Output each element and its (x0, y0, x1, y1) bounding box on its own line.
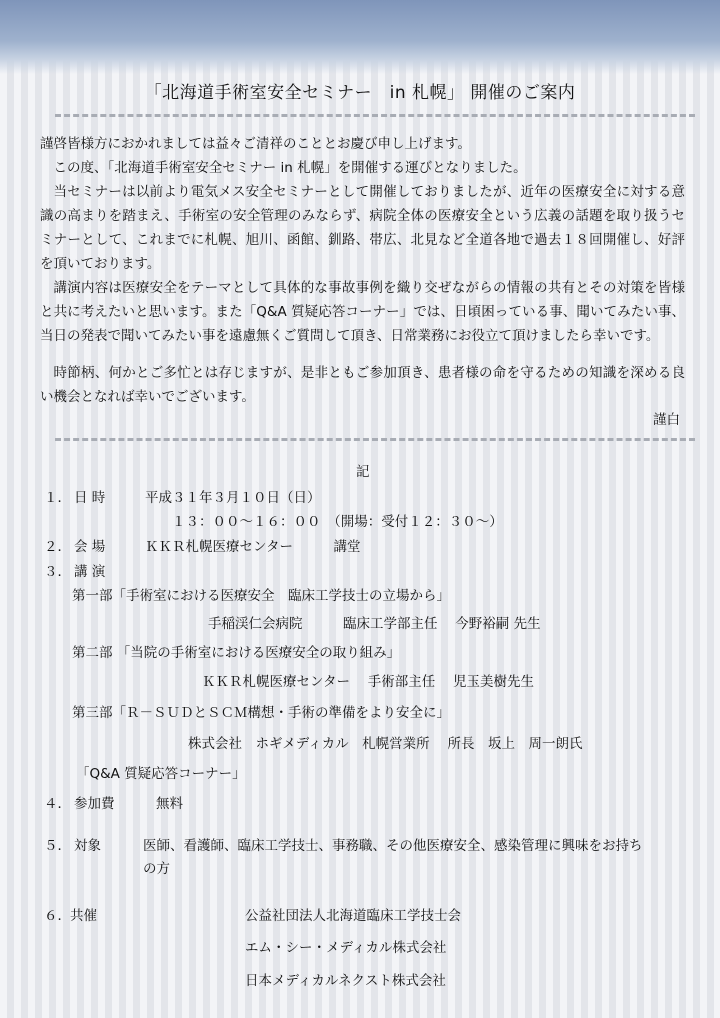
lecture-3-speaker: 株式会社 ホギメディカル 札幌営業所 所長 坂上 周一朗氏 (188, 736, 583, 752)
target-value-line-1: 医師、看護師、臨床工学技士、事務職、その他医療安全、感染管理に興味をお持ち (143, 838, 643, 854)
time-value: １３：００〜１６：００ （開場：受付１２：３０〜） (172, 514, 503, 530)
venue-value: ＫＫＲ札幌医療センター 講堂 (145, 539, 361, 555)
greeting-text: 謹啓皆様方におかれましては益々ご清祥のこととお慶び申し上げます。 (40, 136, 471, 152)
date-label: 日 時 (74, 490, 106, 506)
item-number-fee: ４． (44, 796, 71, 812)
page-title: 「北海道手術室安全セミナー in 札幌」 開催のご案内 (144, 83, 576, 103)
intro-paragraph-1: この度、「北海道手術室安全セミナー in 札幌」を開催する運びとなりました。 (53, 160, 527, 176)
header-band (0, 0, 720, 74)
lecture-1-speaker: 手稲渓仁会病院 臨床工学部主任 今野裕嗣 先生 (208, 616, 541, 632)
fee-value: 無料 (156, 796, 183, 812)
sponsor-org-2: エム・シー・メディカル株式会社 (245, 940, 447, 956)
venue-label: 会 場 (74, 539, 106, 555)
intro-paragraph-4: 時節柄、何かとご多忙とは存じますが、是非ともご参加頂き、患者様の命を守るための知識を深める良い機会となれば幸いでございます。 (40, 365, 685, 405)
item-number-sponsor: ６． (44, 908, 71, 924)
lecture-2-speaker: ＫＫＲ札幌医療センター 手術部主任 児玉美樹先生 (202, 674, 535, 690)
date-value: 平成３１年３月１０日（日） (145, 490, 321, 506)
sponsor-org-3: 日本メディカルネクスト株式会社 (245, 973, 446, 989)
sponsor-org-1: 公益社団法人北海道臨床工学技士会 (245, 908, 461, 924)
intro-paragraph-3: 講演内容は医療安全をテーマとして具体的な事故事例を織り交ぜながらの情報の共有とその対策を皆様と共に考えたいと思います。また「Q&A 質疑応答コーナー」では、日頃困っている事、聞いてみたい事、当日の発表で聞いてみたい事を遠慮無くご質問して頂き、日常業務にお役立て頂けましたら幸いです。 (40, 280, 685, 344)
lectures-label: 講 演 (74, 564, 106, 580)
closing-text: 謹白 (653, 412, 680, 428)
divider-bottom (55, 438, 695, 441)
item-number-target: ５． (44, 838, 71, 854)
item-number-lectures: ３． (44, 564, 71, 580)
target-label: 対象 (74, 838, 101, 854)
lecture-2-title: 第二部 「当院の手術室における医療安全の取り組み」 (72, 645, 401, 661)
target-value-line-2: の方 (143, 861, 170, 877)
item-number-venue: ２． (44, 539, 71, 555)
lecture-1-title: 第一部「手術室における医療安全 臨床工学技士の立場から」 (72, 588, 450, 604)
intro-paragraph-2: 当セミナーは以前より電気メス安全セミナーとして開催しておりましたが、近年の医療安全に対する意識の高まりを踏まえ、手術室の安全管理のみならず、病院全体の医療安全という広義の話題を取り扱うセミナーとして、これまでに札幌、旭川、函館、釧路、帯広、北見など全道各地で過去１８回開催し、好評を頂いております。 (40, 184, 685, 272)
fee-label: 参加費 (74, 796, 115, 812)
lecture-3-title: 第三部「Ｒ－ＳＵＤとＳＣＭ構想・手術の準備をより安全に」 (72, 705, 450, 721)
sponsor-label: 共催 (70, 908, 97, 924)
qa-corner: 「Q&A 質疑応答コーナー」 (76, 766, 246, 782)
item-number-date: １． (44, 490, 71, 506)
ki-heading: 記 (356, 464, 370, 480)
divider-top (55, 114, 695, 117)
